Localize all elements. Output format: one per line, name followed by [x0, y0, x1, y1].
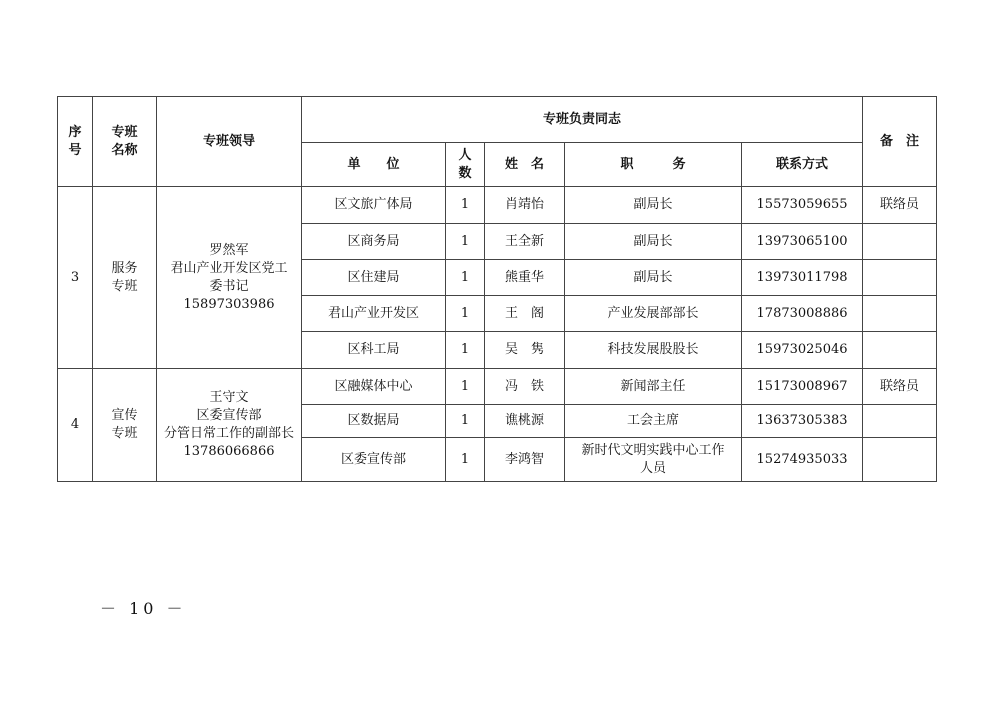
name-cell: 吴 隽	[485, 332, 565, 369]
phone-cell: 13973065100	[742, 224, 863, 260]
remark-cell: 联络员	[863, 187, 937, 224]
team-leader-header: 专班领导	[157, 97, 302, 187]
position-cell: 副局长	[565, 187, 742, 224]
position-cell: 产业发展部部长	[565, 296, 742, 332]
phone-cell: 15573059655	[742, 187, 863, 224]
headcount-cell: 1	[446, 296, 485, 332]
phone-cell: 15274935033	[742, 438, 863, 482]
unit-cell: 区住建局	[302, 260, 446, 296]
phone-cell: 13973011798	[742, 260, 863, 296]
remark-cell	[863, 296, 937, 332]
position-cell: 科技发展股股长	[565, 332, 742, 369]
position-cell: 副局长	[565, 224, 742, 260]
contact-header: 联系方式	[742, 143, 863, 187]
staff-roster-table	[57, 96, 937, 482]
team-leader-cell: 王守文 区委宣传部 分管日常工作的副部长 13786066866	[157, 369, 302, 482]
unit-cell: 区融媒体中心	[302, 369, 446, 405]
team-name-cell: 宣传 专班	[93, 369, 157, 482]
remark-cell	[863, 405, 937, 438]
phone-cell: 17873008886	[742, 296, 863, 332]
headcount-header: 人 数	[446, 143, 485, 187]
remark-cell: 联络员	[863, 369, 937, 405]
position-cell: 新闻部主任	[565, 369, 742, 405]
name-header: 姓 名	[485, 143, 565, 187]
remark-cell	[863, 332, 937, 369]
team-name-cell: 服务 专班	[93, 187, 157, 369]
remarks-header: 备 注	[863, 97, 937, 187]
unit-cell: 君山产业开发区	[302, 296, 446, 332]
phone-cell: 15973025046	[742, 332, 863, 369]
name-cell: 王 阁	[485, 296, 565, 332]
name-cell: 谯桃源	[485, 405, 565, 438]
responsible-staff-header: 专班负责同志	[302, 97, 863, 143]
position-cell: 副局长	[565, 260, 742, 296]
headcount-cell: 1	[446, 405, 485, 438]
unit-cell: 区商务局	[302, 224, 446, 260]
remark-cell	[863, 438, 937, 482]
headcount-cell: 1	[446, 260, 485, 296]
unit-cell: 区文旅广体局	[302, 187, 446, 224]
headcount-cell: 1	[446, 224, 485, 260]
unit-header: 单 位	[302, 143, 446, 187]
table-row	[58, 187, 937, 224]
position-cell: 工会主席	[565, 405, 742, 438]
phone-cell: 15173008967	[742, 369, 863, 405]
table-row	[58, 369, 937, 405]
page-number: － 10 －	[100, 599, 187, 618]
name-cell: 王全新	[485, 224, 565, 260]
name-cell: 熊重华	[485, 260, 565, 296]
position-cell: 新时代文明实践中心工作 人员	[565, 438, 742, 482]
position-header: 职 务	[565, 143, 742, 187]
seq-header: 序 号	[58, 97, 93, 187]
name-cell: 李鸿智	[485, 438, 565, 482]
phone-cell: 13637305383	[742, 405, 863, 438]
headcount-cell: 1	[446, 369, 485, 405]
headcount-cell: 1	[446, 187, 485, 224]
headcount-cell: 1	[446, 438, 485, 482]
team-leader-cell: 罗然军 君山产业开发区党工 委书记 15897303986	[157, 187, 302, 369]
header-row-1	[58, 97, 937, 143]
name-cell: 肖靖怡	[485, 187, 565, 224]
remark-cell	[863, 224, 937, 260]
unit-cell: 区科工局	[302, 332, 446, 369]
unit-cell: 区数据局	[302, 405, 446, 438]
headcount-cell: 1	[446, 332, 485, 369]
seq-cell: 3	[58, 187, 93, 369]
unit-cell: 区委宣传部	[302, 438, 446, 482]
remark-cell	[863, 260, 937, 296]
name-cell: 冯 铁	[485, 369, 565, 405]
team-name-header: 专班 名称	[93, 97, 157, 187]
seq-cell: 4	[58, 369, 93, 482]
